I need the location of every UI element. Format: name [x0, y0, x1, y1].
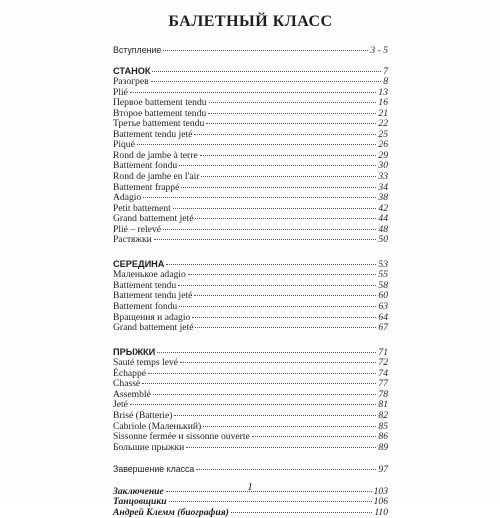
toc-entry-page: 72: [378, 357, 388, 369]
dot-leader: [181, 187, 376, 188]
toc-entry-page: 78: [378, 388, 388, 400]
dot-leader: [142, 383, 376, 384]
toc-entry-page: 60: [378, 290, 388, 302]
toc-entry-page: 53: [378, 258, 388, 270]
toc-entry-page: 30: [378, 160, 388, 172]
dot-leader: [196, 469, 376, 470]
dot-leader: [206, 123, 376, 124]
toc-entry: [113, 432, 388, 443]
toc-entry-page: 89: [378, 441, 388, 453]
toc-entry-page: 33: [378, 171, 388, 183]
toc-entry-label: Андрей Клемм (биография): [113, 506, 229, 518]
dot-leader: [143, 197, 376, 198]
toc-entry: [113, 358, 388, 369]
toc-entry-label: Первое battement tendu: [113, 97, 207, 109]
toc-entry: [113, 225, 388, 236]
toc-entry-final: [113, 497, 388, 508]
toc-entry-label: Battement tendu jeté: [113, 290, 193, 302]
toc-entry-label: Rond de jambe à terre: [113, 149, 198, 161]
toc-entry-page: 85: [378, 420, 388, 432]
toc-entry: [113, 235, 388, 246]
toc-entry-page: 81: [378, 399, 388, 411]
toc-entry-label: Chassé: [113, 378, 141, 390]
toc-entry-label: Grand battement jeté: [113, 322, 194, 334]
toc-entry-label: Brisé (Batterie): [113, 409, 173, 421]
toc-entry-label: Échappé: [113, 367, 147, 379]
toc-section-seredina: [113, 259, 388, 334]
dot-leader: [194, 295, 376, 296]
dot-leader: [154, 239, 377, 240]
toc-entry-label: Разогрев: [113, 76, 149, 88]
toc-entry-page: 97: [378, 464, 388, 476]
toc-entry-page: 38: [378, 192, 388, 204]
dot-leader: [200, 155, 377, 156]
page-title: БАЛЕТНЫЙ КЛАСС: [168, 13, 333, 30]
toc-entry: [113, 130, 388, 141]
toc-entry-label: Rond de jambe en l'air: [113, 171, 200, 183]
toc-entry-label: Petit battement: [113, 202, 171, 214]
toc-entry-label: Piqué: [113, 139, 135, 151]
toc-section-heading: [113, 66, 388, 78]
toc-entry-page: 55: [378, 269, 388, 281]
dot-leader: [252, 436, 377, 437]
toc-entry-page: 29: [378, 149, 388, 161]
dot-leader: [179, 165, 376, 166]
dot-leader: [152, 71, 381, 72]
toc-entry-page: 86: [378, 431, 388, 443]
toc-entry-label: Вступление: [113, 45, 162, 55]
toc-entry-page: 7: [383, 65, 388, 77]
toc-entry-page: 67: [378, 322, 388, 334]
toc-entry-label: Второе battement tendu: [113, 107, 207, 119]
toc-entry-page: 26: [378, 139, 388, 151]
toc-entry-page: 21: [378, 107, 388, 119]
toc-entry: [113, 172, 388, 183]
dot-leader: [153, 394, 377, 395]
toc-entry-page: 103: [373, 485, 388, 497]
toc-entry-label: Jeté: [113, 399, 128, 411]
toc-entry-page: 74: [378, 367, 388, 379]
dot-leader: [203, 426, 376, 427]
toc-entry-label: Завершение класса: [113, 464, 195, 475]
toc-entry-page: 110: [374, 506, 388, 518]
dot-leader: [173, 208, 377, 209]
page-number: 1: [247, 481, 253, 493]
toc-section-stanok: [113, 66, 388, 246]
toc-section-pryzhki: [113, 347, 388, 453]
toc-entry-page: 106: [373, 496, 388, 508]
toc-entry-label: Battement fondu: [113, 301, 178, 313]
dot-leader: [201, 176, 376, 177]
toc-entry-label: Plié: [113, 86, 128, 98]
toc-entry-page: 82: [378, 409, 388, 421]
dot-leader: [179, 306, 376, 307]
dot-leader: [208, 113, 376, 114]
toc-entry-outro: [113, 464, 388, 476]
toc-entry-label: Большие прыжки: [113, 441, 185, 453]
toc-entry-label: Танцовщики: [113, 496, 167, 508]
toc-entry-label: Маленькое adagio: [113, 269, 186, 281]
toc-entry: [113, 443, 388, 454]
dot-leader: [166, 264, 376, 265]
toc-entry-page: 64: [378, 311, 388, 323]
toc-entry-label: Plié – relevé: [113, 223, 161, 235]
toc-entry-final: [113, 508, 388, 518]
toc-entry-page: 63: [378, 301, 388, 313]
toc-entry-page: 34: [378, 181, 388, 193]
section-heading-label: СЕРЕДИНА: [113, 258, 165, 269]
toc-entry-label: Третье battement tendu: [113, 118, 205, 130]
dot-leader: [194, 134, 376, 135]
toc-entry-label: Assemblé: [113, 388, 151, 400]
dot-leader: [231, 512, 372, 513]
toc-entry: [113, 323, 388, 334]
toc-entry-label: Battement tendu jeté: [113, 128, 193, 140]
dot-leader: [169, 501, 372, 502]
toc-entry: [113, 390, 388, 401]
toc-entry: [113, 379, 388, 390]
toc-entry-label: Растяжки: [113, 234, 152, 246]
toc-entry: [113, 302, 388, 313]
toc-entry-page: 71: [378, 346, 388, 358]
toc-entry-page: 44: [378, 213, 388, 225]
dot-leader: [151, 81, 382, 82]
toc-entry-page: 42: [378, 202, 388, 214]
toc-entry-label: Cabriole (Маленький): [113, 420, 202, 432]
toc-entry-label: Adagio: [113, 192, 142, 204]
toc-entry: [113, 411, 388, 422]
dot-leader: [148, 373, 376, 374]
toc-entry-intro: [113, 45, 388, 57]
dot-leader: [130, 92, 376, 93]
dot-leader: [137, 144, 377, 145]
dot-leader: [157, 352, 376, 353]
toc-entry-label: Battement fondu: [113, 160, 178, 172]
dot-leader: [188, 274, 377, 275]
toc-entry-page: 13: [378, 86, 388, 98]
dot-leader: [186, 447, 376, 448]
toc-entry-page: 16: [378, 97, 388, 109]
toc-entry-page: 58: [378, 279, 388, 291]
toc-entry: [113, 183, 388, 194]
toc-entry-page: 48: [378, 223, 388, 235]
dot-leader: [178, 285, 376, 286]
toc-entry-label: Вращения и adagio: [113, 311, 191, 323]
dot-leader: [130, 404, 376, 405]
section-heading-label: ПРЫЖКИ: [113, 346, 156, 357]
dot-leader: [180, 362, 376, 363]
toc-entry: [113, 369, 388, 380]
toc-entry-label: Grand battement jeté: [113, 213, 194, 225]
dot-leader: [195, 327, 376, 328]
dot-leader: [192, 317, 376, 318]
toc-entry-page: 50: [378, 234, 388, 246]
toc-entry-page: 8: [383, 76, 388, 88]
dot-leader: [163, 229, 376, 230]
dot-leader: [174, 415, 376, 416]
toc-entry-label: Sissonne fermée и sissonne ouverte: [113, 431, 250, 443]
section-heading-label: СТАНОК: [113, 65, 151, 76]
dot-leader: [163, 50, 368, 51]
toc-entry-label: Battement tendu: [113, 279, 177, 291]
dot-leader: [209, 102, 377, 103]
toc-entry-page: 77: [378, 378, 388, 390]
toc-entry-page: 25: [378, 128, 388, 140]
toc-entry-label: Sauté temps levé: [113, 357, 179, 369]
toc-entry-page: 22: [378, 118, 388, 130]
toc-entry-label: Заключение: [113, 485, 164, 497]
toc-entry-label: Battement frappé: [113, 181, 180, 193]
toc-entry: [113, 77, 388, 88]
toc-entry-page: 3 - 5: [370, 45, 388, 56]
dot-leader: [195, 218, 376, 219]
